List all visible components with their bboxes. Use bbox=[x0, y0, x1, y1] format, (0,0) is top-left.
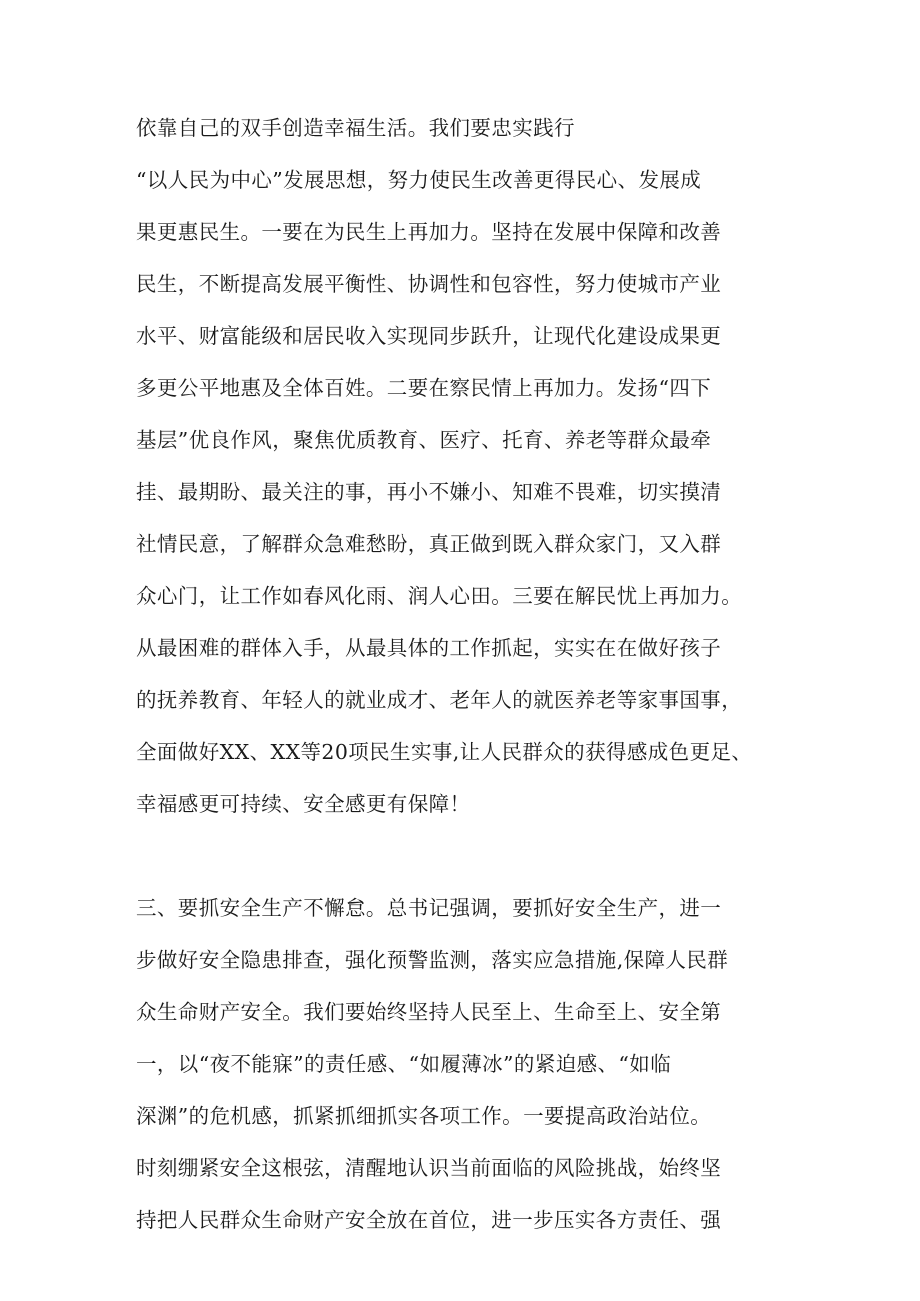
text-line: 基层”优良作风，聚焦优质教育、医疗、托育、养老等群众最牵 bbox=[136, 428, 712, 452]
text-line: 的抚养教育、年轻人的就业成才、老年人的就医养老等家事国事， bbox=[136, 688, 743, 712]
text-line: 三、要抓安全生产不懈怠。总书记强调，要抓好安全生产，进一 bbox=[136, 896, 722, 920]
text-line: 时刻绷紧安全这根弦，清醒地认识当前面临的风险挑战，始终坚 bbox=[136, 1156, 722, 1180]
text-line: 深渊”的危机感，抓紧抓细抓实各项工作。一要提高政治站位。 bbox=[136, 1104, 712, 1128]
text-line: 果更惠民生。一要在为民生上再加力。坚持在发展中保障和改善 bbox=[136, 220, 722, 244]
text-line: 全面做好XX、XX等20项民生实事,让人民群众的获得感成色更足、 bbox=[136, 740, 753, 764]
text-line: 持把人民群众生命财产安全放在首位，进一步压实各方责任、强 bbox=[136, 1208, 722, 1232]
text-line: 从最困难的群体入手，从最具体的工作抓起，实实在在做好孩子 bbox=[136, 636, 722, 660]
text-line: 民生，不断提高发展平衡性、协调性和包容性，努力使城市产业 bbox=[136, 272, 722, 296]
text-line: 众生命财产安全。我们要始终坚持人民至上、生命至上、安全第 bbox=[136, 1000, 722, 1024]
text-line: 众心门，让工作如春风化雨、润人心田。三要在解民忧上再加力。 bbox=[136, 584, 743, 608]
text-line: 依靠自己的双手创造幸福生活。我们要忠实践行 bbox=[136, 116, 575, 140]
text-line: 多更公平地惠及全体百姓。二要在察民情上再加力。发扬“四下 bbox=[136, 376, 712, 400]
text-line: 幸福感更可持续、安全感更有保障！ bbox=[136, 792, 471, 816]
text-line: 社情民意，了解群众急难愁盼，真正做到既入群众家门，又入群 bbox=[136, 532, 722, 556]
text-line: 一，以“夜不能寐”的责任感、“如履薄冰”的紧迫感、“如临 bbox=[136, 1052, 672, 1076]
text-line: 挂、最期盼、最关注的事，再小不嫌小、知难不畏难，切实摸清 bbox=[136, 480, 722, 504]
text-line: 步做好安全隐患排查，强化预警监测，落实应急措施,保障人民群 bbox=[136, 948, 729, 972]
text-line: “以人民为中心”发展思想，努力使民生改善更得民心、发展成 bbox=[136, 168, 702, 192]
text-line: 水平、财富能级和居民收入实现同步跃升，让现代化建设成果更 bbox=[136, 324, 722, 348]
